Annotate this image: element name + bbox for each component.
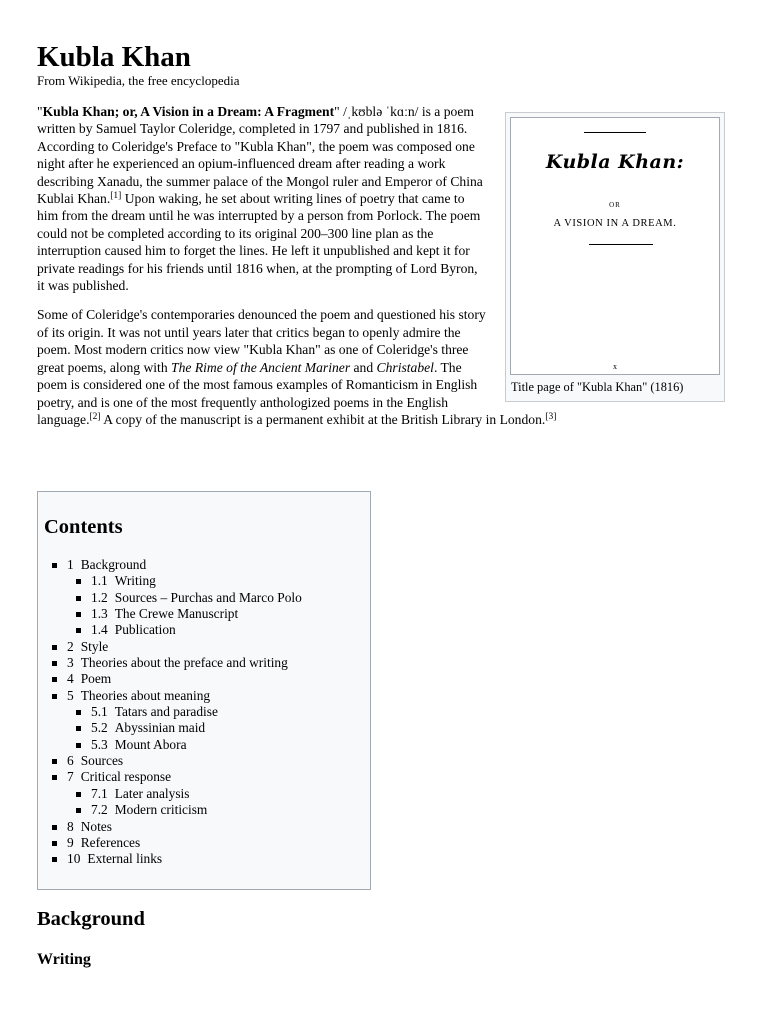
subsection-heading-writing: Writing xyxy=(37,951,91,968)
toc-item[interactable] xyxy=(67,639,302,655)
toc-label: Mount Abora xyxy=(114,736,187,752)
lead-paragraph-1: "Kubla Khan; or, A Vision in a Dream: A Fragment" /ˌkʊblə ˈkɑːn/ is a poem written by Samuel Taylor Coleridge, completed in 1797 and published in 1816. According to Coleridge's Preface to "Kubla Khan", the poem was composed one night after he experienced an opium-influenced dream after reading a work describing Xanadu, the summer palace of the Mongol ruler and Emperor of China Kublai Khan.[1] Upon waking, he set about writing lines of poetry that came to him from the dream until he was interrupted by a person from Porlock. The poem could not be completed according to its original 200–300 line plan as the interruption caused him to forget the lines. He left it unpublished and kept it for private readings for his friends until 1816 when, at the prompting of Lord Byron, it was published. xyxy=(37,104,483,294)
toc-item[interactable] xyxy=(67,557,302,573)
toc-number: 1 xyxy=(67,557,74,572)
section-heading-background: Background xyxy=(37,908,145,930)
page-title: Kubla Khan xyxy=(37,41,191,73)
toc-label: Abyssinian maid xyxy=(114,720,206,736)
toc-number: 9 xyxy=(67,834,74,850)
title-page-subtitle: A VISION IN A DREAM. xyxy=(553,218,677,229)
toc-number: 5.2 xyxy=(91,720,108,736)
toc-label: Publication xyxy=(114,622,176,638)
toc-label: Poem xyxy=(80,671,112,687)
ipa-pronunciation[interactable]: /ˌkʊblə ˈkɑːn/ xyxy=(339,104,419,119)
reference-link-2[interactable]: [2] xyxy=(89,411,101,422)
toc-item[interactable] xyxy=(67,851,302,867)
toc-item[interactable] xyxy=(67,671,302,687)
toc-item[interactable] xyxy=(67,753,302,769)
toc-number: 1.3 xyxy=(91,606,108,622)
lead-paragraph-2: Some of Coleridge's contemporaries denounced the poem and questioned his story of its origin. It was not until years later that critics began to openly admire the poem. Most modern critics now view "Kubla Khan" as one of Coleridge's three great poems, along with The Rime of the Ancient Mariner and Christabel. The poem is considered one of the most famous examples of Romanticism in English poetry, and is one of the most frequently anthologized poems in the English language.[2] A copy of the manuscript is a permanent exhibit at the British Library in London.[3] xyxy=(37,307,557,427)
toc-number: 5.1 xyxy=(91,704,108,720)
toc-label: Sources xyxy=(80,753,124,769)
toc-number: 5 xyxy=(67,687,74,703)
toc-number: 5.3 xyxy=(91,736,108,752)
site-tagline: From Wikipedia, the free encyclopedia xyxy=(37,73,240,88)
toc-item[interactable] xyxy=(67,835,302,851)
toc-number: 1.1 xyxy=(91,573,108,589)
toc-label: Theories about meaning xyxy=(80,687,211,703)
toc-item[interactable] xyxy=(67,819,302,835)
reference-link-3[interactable]: [3] xyxy=(545,411,557,422)
toc-heading: Contents xyxy=(44,516,123,538)
toc-label: Theories about the preface and writing xyxy=(80,655,288,671)
title-page-image[interactable] xyxy=(510,117,720,375)
toc-number: 4 xyxy=(67,671,74,687)
toc-number: 6 xyxy=(67,753,74,769)
toc-label: Writing xyxy=(114,573,156,589)
toc-number: 1.4 xyxy=(91,622,108,638)
toc-subitem[interactable] xyxy=(91,786,302,802)
toc-label: Sources – Purchas and Marco Polo xyxy=(114,589,302,605)
toc-list xyxy=(67,557,302,868)
toc-number: 8 xyxy=(67,818,74,834)
reference-link-1[interactable]: [1] xyxy=(110,191,122,202)
toc-subitem[interactable] xyxy=(91,802,302,818)
toc-item[interactable] xyxy=(67,688,302,704)
toc-number: 3 xyxy=(67,655,74,671)
toc-number: 7.2 xyxy=(91,802,108,818)
toc-subitem[interactable] xyxy=(91,622,302,638)
title-page-main-title: Kubla Khan: xyxy=(545,151,685,173)
toc-label: Modern criticism xyxy=(114,802,208,818)
toc-label: Critical response xyxy=(80,769,172,785)
toc-label: Tatars and paradise xyxy=(114,704,218,720)
toc-label: External links xyxy=(87,851,163,867)
link-christabel[interactable]: Christabel xyxy=(376,359,434,375)
article-body xyxy=(37,103,717,428)
infobox xyxy=(505,112,725,402)
toc-number: 10 xyxy=(67,851,81,867)
link-rime-ancient-mariner[interactable]: The Rime of the Ancient Mariner xyxy=(171,359,351,375)
toc-number: 7.1 xyxy=(91,785,108,801)
toc-subitem[interactable] xyxy=(91,606,302,622)
table-of-contents xyxy=(37,491,371,890)
article-full-title: Kubla Khan; or, A Vision in a Dream: A Fragment xyxy=(42,104,335,119)
toc-label: The Crewe Manuscript xyxy=(114,606,239,622)
toc-label: Notes xyxy=(80,818,112,834)
title-page-or: OR xyxy=(609,201,621,209)
toc-subitem[interactable] xyxy=(91,590,302,606)
toc-label: Later analysis xyxy=(114,785,190,801)
toc-number: 7 xyxy=(67,769,74,785)
toc-subitem[interactable] xyxy=(91,573,302,589)
toc-label: Style xyxy=(80,638,109,654)
toc-item[interactable] xyxy=(67,769,302,785)
toc-label: Background xyxy=(80,557,147,572)
toc-subitem[interactable] xyxy=(91,704,302,720)
toc-item[interactable] xyxy=(67,655,302,671)
title-page-mark: x xyxy=(613,362,617,371)
toc-label: References xyxy=(80,834,141,850)
toc-number: 1.2 xyxy=(91,589,108,605)
toc-subitem[interactable] xyxy=(91,720,302,736)
toc-subitem[interactable] xyxy=(91,737,302,753)
image-caption: Title page of "Kubla Khan" (1816) xyxy=(511,380,684,394)
toc-number: 2 xyxy=(67,638,74,654)
